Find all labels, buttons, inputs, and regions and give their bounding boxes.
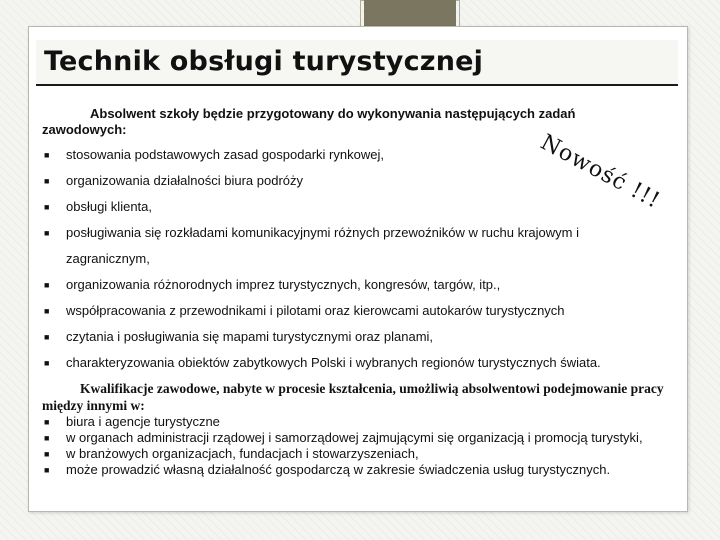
list-item: ■ posługiwania się rozkładami komunikacyjnymi różnych przewoźników w ruchu krajowym i zagranicznym,: [42, 220, 662, 272]
list-item: ■ organizowania różnorodnych imprez turystycznych, kongresów, targów, itp.,: [42, 272, 662, 298]
bullet-icon: ■: [44, 417, 50, 427]
list-item: ■ współpracowania z przewodnikami i pilotami oraz kierowcami autokarów turystycznych: [42, 298, 662, 324]
intro-line: Absolwent szkoły będzie przygotowany do wykonywania następujących zadań zawodowych:: [42, 106, 576, 137]
list-item: ■ organizowania działalności biura podróży: [42, 168, 662, 194]
bullet-icon: ■: [44, 306, 50, 316]
bullet-icon: ■: [44, 358, 50, 368]
bullet-icon: ■: [44, 228, 50, 238]
list-item: ■ w branżowych organizacjach, fundacjach i stowarzyszeniach,: [44, 446, 419, 461]
bullet-icon: ■: [44, 433, 50, 443]
bullet-icon: ■: [44, 449, 50, 459]
list-item: ■ obsługi klienta,: [42, 194, 662, 220]
bullet-icon: ■: [44, 332, 50, 342]
list-item: ■ czytania i posługiwania się mapami turystycznymi oraz planami,: [42, 324, 662, 350]
qualification-list: [42, 414, 672, 478]
bullet-icon: ■: [44, 465, 50, 475]
bullet-icon: ■: [44, 202, 50, 212]
list-item: ■ może prowadzić własną działalność gospodarczą w zakresie świadczenia usług turystycznych.: [44, 462, 611, 477]
list-item: ■ biura i agencje turystyczne: [44, 414, 220, 429]
bullet-icon: ■: [44, 176, 50, 186]
qualification-intro: Kwalifikacje zawodowe, nabyte w procesie kształcenia, umożliwią absolwentowi podejmowanie pracy między innymi w:: [42, 381, 664, 413]
task-list: [42, 142, 662, 376]
new-badge: Nowość !!!: [536, 130, 665, 214]
page-title: Technik obsługi turystycznej: [44, 46, 484, 77]
list-item: ■ charakteryzowania obiektów zabytkowych Polski i wybranych regionów turystycznych świata.: [42, 350, 662, 376]
list-item: ■ w organach administracji rządowej i samorządowej zajmującymi się organizacją i promocją turystyki,: [44, 430, 643, 445]
qualification-section: [42, 380, 672, 478]
list-item: ■ stosowania podstawowych zasad gospodarki rynkowej,: [42, 142, 662, 168]
bullet-icon: ■: [44, 280, 50, 290]
bullet-icon: ■: [44, 150, 50, 160]
